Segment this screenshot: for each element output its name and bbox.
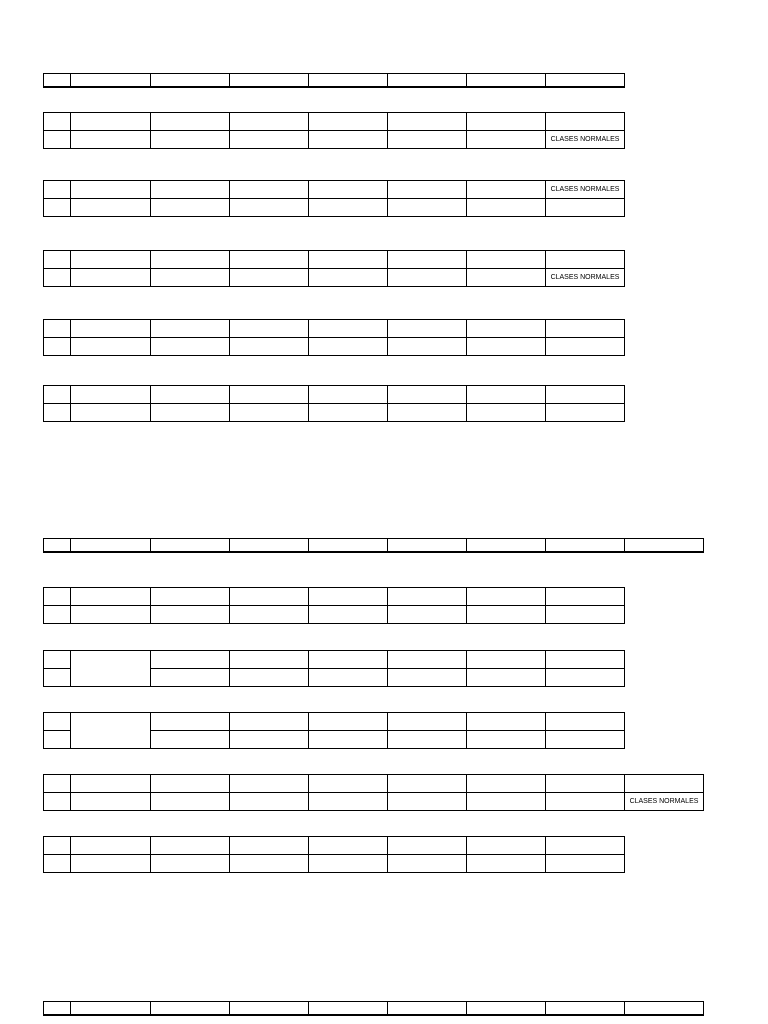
cell[interactable] [546,837,625,855]
cell[interactable] [44,669,71,687]
cell[interactable] [230,74,309,88]
cell[interactable] [467,731,546,749]
cell[interactable] [388,338,467,356]
cell[interactable] [546,731,625,749]
cell[interactable] [71,606,151,624]
cell[interactable] [309,181,388,199]
cell[interactable] [151,539,230,553]
cell[interactable] [625,539,704,553]
cell[interactable] [546,199,625,217]
cell[interactable] [546,386,625,404]
section-2-group-4 [43,774,704,811]
cell[interactable] [467,1002,546,1016]
cell[interactable] [388,713,467,731]
cell[interactable] [230,386,309,404]
cell[interactable] [467,404,546,422]
cell[interactable] [151,669,230,687]
schedule-table [43,250,625,287]
cell[interactable] [309,837,388,855]
cell[interactable] [44,74,71,88]
cell[interactable] [151,199,230,217]
schedule-table [43,112,625,149]
cell[interactable] [44,404,71,422]
cell[interactable] [309,404,388,422]
cell[interactable] [44,651,71,669]
table-row [44,131,625,149]
section-2-group-1 [43,587,625,624]
cell[interactable] [467,606,546,624]
cell[interactable] [230,320,309,338]
cell[interactable] [388,386,467,404]
cell[interactable] [467,74,546,88]
cell[interactable] [230,793,309,811]
cell[interactable] [309,113,388,131]
cell[interactable] [309,539,388,553]
cell[interactable] [71,386,151,404]
cell[interactable] [388,539,467,553]
cell[interactable] [44,269,71,287]
cell[interactable] [151,775,230,793]
cell[interactable] [388,74,467,88]
cell[interactable] [151,74,230,88]
schedule-table [43,180,625,217]
table-row [44,269,625,287]
cell[interactable] [388,855,467,873]
section-2-group-5 [43,836,625,873]
merged-cell[interactable] [71,713,151,749]
cell[interactable] [44,386,71,404]
cell[interactable] [388,793,467,811]
cell[interactable] [467,775,546,793]
cell[interactable] [309,731,388,749]
cell[interactable] [309,793,388,811]
cell[interactable] [546,113,625,131]
cell[interactable] [309,669,388,687]
cell[interactable] [71,251,151,269]
cell[interactable] [44,1002,71,1016]
cell[interactable] [309,606,388,624]
cell[interactable] [44,793,71,811]
table-row [44,793,704,811]
cell[interactable] [71,837,151,855]
cell[interactable] [546,539,625,553]
cell[interactable] [151,338,230,356]
cell[interactable] [388,606,467,624]
cell[interactable] [44,837,71,855]
cell[interactable] [230,131,309,149]
cell[interactable] [546,251,625,269]
cell[interactable] [467,669,546,687]
cell[interactable] [309,199,388,217]
cell[interactable] [44,251,71,269]
cell[interactable] [467,113,546,131]
table-row [44,320,625,338]
cell[interactable] [230,251,309,269]
cell[interactable] [44,588,71,606]
cell[interactable] [546,338,625,356]
cell[interactable] [467,855,546,873]
cell[interactable] [151,251,230,269]
table-row [44,113,625,131]
cell[interactable] [467,713,546,731]
cell[interactable] [309,74,388,88]
cell[interactable] [467,251,546,269]
cell[interactable] [388,1002,467,1016]
cell[interactable] [44,181,71,199]
cell[interactable] [467,199,546,217]
cell[interactable] [151,404,230,422]
cell[interactable] [546,404,625,422]
cell[interactable] [151,181,230,199]
cell[interactable] [467,793,546,811]
cell[interactable] [309,588,388,606]
cell[interactable] [546,606,625,624]
cell[interactable] [151,731,230,749]
cell[interactable] [71,113,151,131]
cell[interactable] [467,338,546,356]
cell[interactable] [44,539,71,553]
cell[interactable] [309,386,388,404]
cell[interactable] [309,320,388,338]
cell[interactable] [309,338,388,356]
cell[interactable] [388,113,467,131]
header-row [43,73,625,88]
schedule-table [43,650,625,687]
cell[interactable] [151,320,230,338]
cell[interactable] [546,1002,625,1016]
cell[interactable] [44,320,71,338]
cell[interactable] [388,837,467,855]
cell[interactable] [388,181,467,199]
section-1-group-1 [43,112,625,149]
cell[interactable] [546,713,625,731]
cell[interactable] [467,386,546,404]
cell[interactable] [151,606,230,624]
schedule-table [43,712,625,749]
cell[interactable] [467,320,546,338]
cell[interactable] [151,651,230,669]
cell[interactable] [71,74,151,88]
table-row [44,775,704,793]
cell[interactable] [230,855,309,873]
cell[interactable] [230,404,309,422]
cell[interactable] [230,1002,309,1016]
cell[interactable] [44,199,71,217]
cell[interactable] [71,269,151,287]
cell[interactable] [71,855,151,873]
cell[interactable] [230,181,309,199]
section-1-group-5 [43,385,625,422]
cell[interactable] [230,269,309,287]
cell[interactable] [230,199,309,217]
cell[interactable] [388,131,467,149]
table-row [44,181,625,199]
schedule-table [43,319,625,356]
table-row [44,338,625,356]
cell[interactable] [388,669,467,687]
cell[interactable] [546,74,625,88]
cell[interactable] [546,855,625,873]
cell[interactable] [71,793,151,811]
cell[interactable] [309,713,388,731]
cell[interactable] [309,251,388,269]
cell[interactable] [467,651,546,669]
cell[interactable] [44,113,71,131]
cell[interactable] [44,131,71,149]
table-row [44,199,625,217]
table-row [44,855,625,873]
cell[interactable] [151,855,230,873]
schedule-table [43,836,625,873]
cell[interactable] [309,775,388,793]
header-row [43,538,704,553]
clases-normales-cell[interactable]: CLASES NORMALES [625,793,704,811]
section-1-group-4 [43,319,625,356]
cell[interactable] [151,793,230,811]
cell[interactable] [309,855,388,873]
cell[interactable] [71,588,151,606]
cell[interactable] [71,1002,151,1016]
cell[interactable] [546,793,625,811]
cell[interactable] [388,731,467,749]
cell[interactable] [151,588,230,606]
cell[interactable] [151,713,230,731]
cell[interactable] [44,855,71,873]
cell[interactable] [44,338,71,356]
cell[interactable] [546,775,625,793]
cell[interactable] [71,131,151,149]
cell[interactable] [44,775,71,793]
section-1-group-2 [43,180,625,217]
cell[interactable] [467,588,546,606]
table-row [44,588,625,606]
table-row [44,386,625,404]
cell[interactable] [309,269,388,287]
cell[interactable] [230,731,309,749]
clases-normales-cell[interactable]: CLASES NORMALES [546,269,625,287]
section-1-group-3 [43,250,625,287]
cell[interactable] [467,837,546,855]
clases-normales-cell[interactable]: CLASES NORMALES [546,131,625,149]
cell[interactable] [71,199,151,217]
cell[interactable] [71,775,151,793]
cell[interactable] [230,606,309,624]
section-1-header-table [43,73,625,88]
section-2-header-table [43,538,704,553]
cell[interactable] [151,131,230,149]
cell[interactable] [44,713,71,731]
table-row [44,651,625,669]
cell[interactable] [467,539,546,553]
header-row [43,1001,704,1016]
merged-cell[interactable] [71,651,151,687]
cell[interactable] [309,131,388,149]
cell[interactable] [71,539,151,553]
cell[interactable] [151,1002,230,1016]
cell[interactable] [71,181,151,199]
cell[interactable] [230,539,309,553]
cell[interactable] [230,338,309,356]
cell[interactable] [388,320,467,338]
cell[interactable] [151,837,230,855]
cell[interactable] [546,669,625,687]
section-2-group-2 [43,650,625,687]
cell[interactable] [467,269,546,287]
cell[interactable] [71,404,151,422]
table-row [44,606,625,624]
cell[interactable] [388,199,467,217]
cell[interactable] [388,251,467,269]
cell[interactable] [71,320,151,338]
table-row [44,837,625,855]
table-row [44,713,625,731]
cell[interactable] [546,588,625,606]
cell[interactable] [151,386,230,404]
cell[interactable] [44,606,71,624]
cell[interactable] [230,837,309,855]
section-2-group-3 [43,712,625,749]
cell[interactable] [151,269,230,287]
cell[interactable] [230,113,309,131]
section-3-header-table [43,1001,704,1016]
cell[interactable] [388,269,467,287]
cell[interactable] [230,669,309,687]
cell[interactable] [546,320,625,338]
cell[interactable] [230,588,309,606]
table-row [44,404,625,422]
cell[interactable] [388,404,467,422]
cell[interactable] [625,775,704,793]
schedule-table [43,774,704,811]
table-row [44,251,625,269]
clases-normales-cell[interactable]: CLASES NORMALES [546,181,625,199]
cell[interactable] [151,113,230,131]
cell[interactable] [467,181,546,199]
cell[interactable] [467,131,546,149]
cell[interactable] [388,588,467,606]
cell[interactable] [546,651,625,669]
cell[interactable] [230,713,309,731]
cell[interactable] [44,731,71,749]
cell[interactable] [230,651,309,669]
schedule-table [43,587,625,624]
cell[interactable] [625,1002,704,1016]
cell[interactable] [388,775,467,793]
cell[interactable] [388,651,467,669]
schedule-table [43,385,625,422]
cell[interactable] [309,1002,388,1016]
cell[interactable] [230,775,309,793]
cell[interactable] [309,651,388,669]
cell[interactable] [71,338,151,356]
